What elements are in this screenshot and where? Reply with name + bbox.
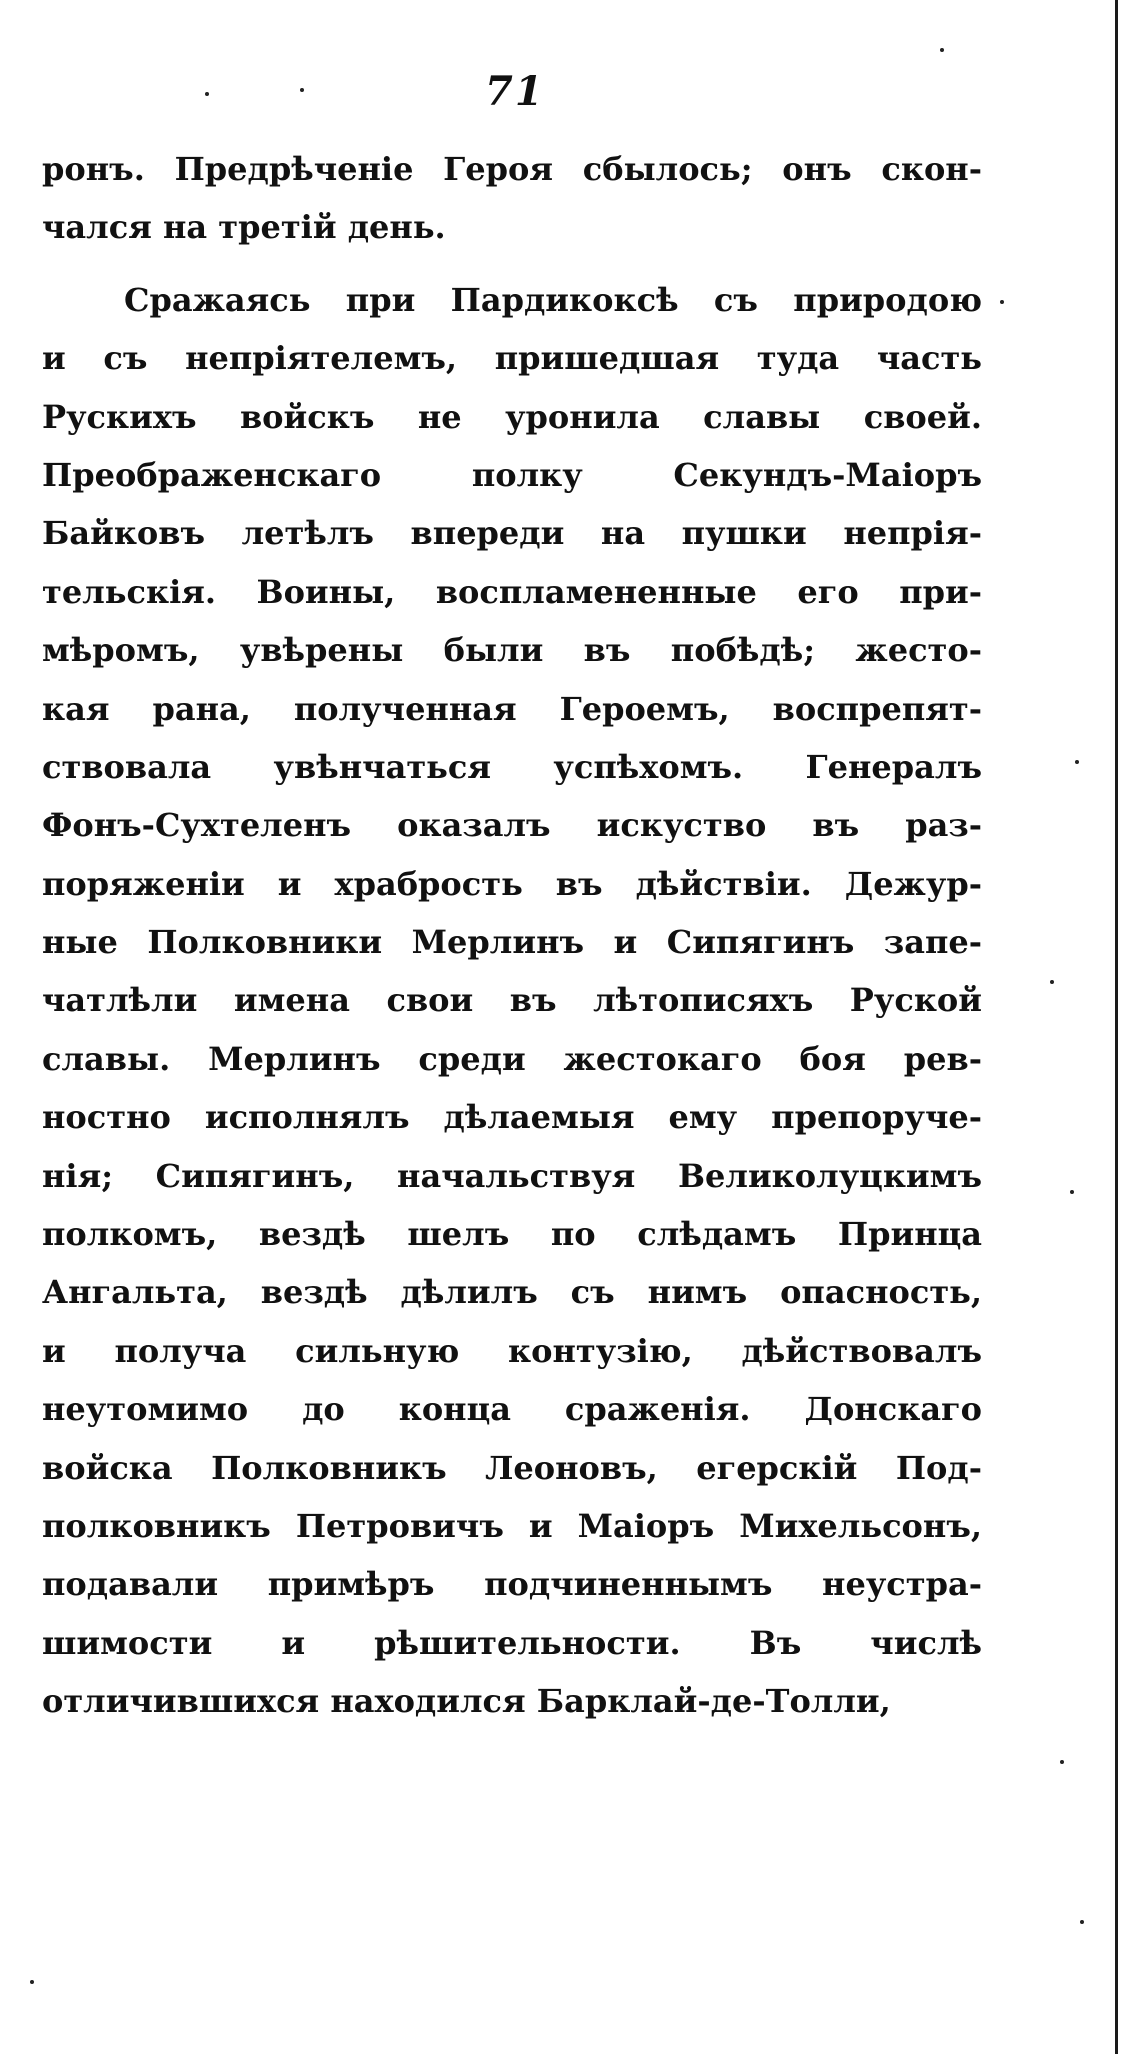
- text-line: Байковъ летѣлъ впереди на пушки непрія-: [42, 514, 982, 553]
- text-block: [42, 140, 982, 1731]
- scan-speck: [30, 1980, 34, 1984]
- text-line: и получа сильную контузію, дѣйствовалъ: [42, 1331, 982, 1370]
- text-line: подавали примѣръ подчиненнымъ неустра-: [42, 1565, 982, 1604]
- text-line: нія; Сипягинъ, начальствуя Великолуцкимъ: [42, 1156, 982, 1195]
- scan-speck: [205, 92, 209, 96]
- text-line: и съ непріятелемъ, пришедшая туда часть: [42, 339, 982, 378]
- text-line: ностно исполнялъ дѣлаемыя ему препоруче-: [42, 1098, 982, 1137]
- scan-speck: [1050, 980, 1054, 984]
- text-line: Фонъ-Сухтеленъ оказалъ искуство въ раз-: [42, 806, 982, 845]
- text-line: тельскія. Воины, воспламененные его при-: [42, 572, 982, 611]
- text-line: отличившихся находился Барклай-де-Толли,: [42, 1682, 891, 1721]
- text-line: ствовала увѣнчаться успѣхомъ. Генералъ: [42, 747, 982, 786]
- text-line: чался на третій день.: [42, 208, 446, 247]
- page-edge-line: [1115, 0, 1118, 2054]
- scan-speck: [1000, 300, 1004, 304]
- text-line: поряженіи и храбрость въ дѣйствіи. Дежур-: [42, 864, 982, 903]
- scan-speck: [940, 48, 944, 52]
- text-line: кая рана, полученная Героемъ, воспрепят-: [42, 689, 982, 728]
- text-line: Ангальта, вездѣ дѣлилъ съ нимъ опасность,: [42, 1273, 982, 1312]
- text-line: ронъ. Предрѣченіе Героя сбылось; онъ скон-: [42, 150, 982, 188]
- page-number: 71: [485, 68, 545, 115]
- text-line: ные Полковники Мерлинъ и Сипягинъ запе-: [42, 923, 982, 962]
- scan-speck: [1080, 1920, 1084, 1924]
- scan-speck: [1060, 1760, 1064, 1764]
- text-line: войска Полковникъ Леоновъ, егерскій Под-: [42, 1448, 982, 1487]
- text-line: полковникъ Петровичъ и Маіоръ Михельсонъ,: [42, 1506, 982, 1545]
- text-line: Рускихъ войскъ не уронила славы своей.: [42, 397, 982, 436]
- text-line: Преображенскаго полку Секундъ-Маіоръ: [42, 455, 982, 494]
- scan-speck: [1075, 760, 1079, 764]
- text-line: мѣромъ, увѣрены были въ побѣдѣ; жесто-: [42, 631, 982, 670]
- text-line: Сражаясь при Пардикоксѣ съ природою: [124, 280, 982, 319]
- text-line: полкомъ, вездѣ шелъ по слѣдамъ Принца: [42, 1215, 982, 1254]
- text-line: славы. Мерлинъ среди жестокаго боя рев-: [42, 1039, 982, 1078]
- scan-speck: [1070, 1190, 1074, 1194]
- scan-speck: [300, 88, 304, 92]
- text-line: чатлѣли имена свои въ лѣтописяхъ Руской: [42, 981, 982, 1020]
- text-line: неутомимо до конца сраженія. Донскаго: [42, 1390, 982, 1429]
- text-line: шимости и рѣшительности. Въ числѣ: [42, 1623, 982, 1662]
